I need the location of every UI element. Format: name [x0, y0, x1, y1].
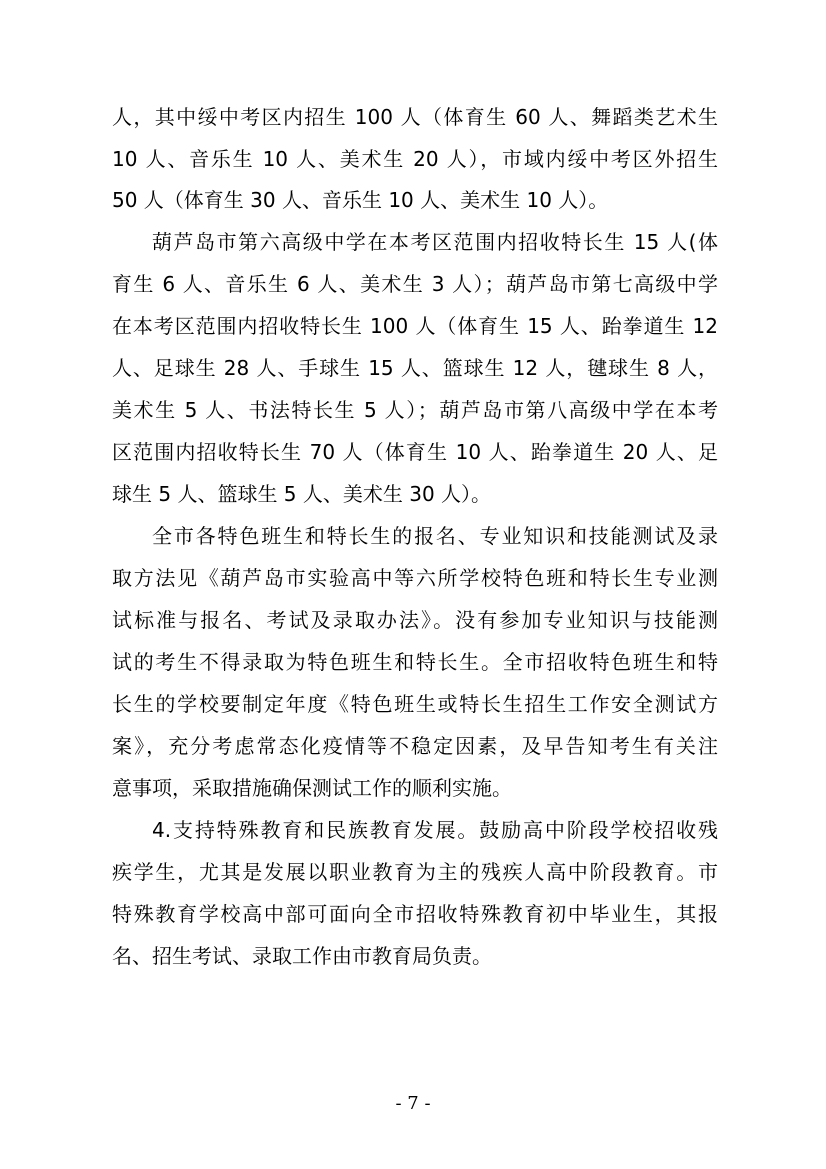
text-line: 50 人（体育生 30 人、音乐生 10 人、美术生 10 人）。 [112, 188, 609, 212]
text-line: 人，其中绥中考区内招生 100 人（体育生 60 人、舞蹈类艺术生 [112, 105, 718, 129]
text-line: 取方法见《葫芦岛市实验高中等六所学校特色班和特长生专业测 [112, 566, 718, 590]
text-line: 试标准与报名、考试及录取办法》。没有参加专业知识与技能测 [112, 608, 718, 632]
text-line: 长生的学校要制定年度《特色班生或特长生招生工作安全测试方 [112, 692, 718, 716]
text-line: 试的考生不得录取为特色班生和特长生。全市招收特色班生和特 [112, 650, 718, 674]
text-line: 人、足球生 28 人、手球生 15 人、篮球生 12 人，毽球生 8 人， [112, 356, 718, 380]
text-line: 在本考区范围内招收特长生 100 人（体育生 15 人、跆拳道生 12 [112, 314, 718, 338]
text-line: 疾学生，尤其是发展以职业教育为主的残疾人高中阶段教育。市 [112, 860, 718, 884]
paragraph-first-line: 4.支持特殊教育和民族教育发展。鼓励高中阶段学校招收残 [152, 818, 718, 842]
text-line: 育生 6 人、音乐生 6 人、美术生 3 人）；葫芦岛市第七高级中学 [112, 272, 718, 296]
paragraph-first-line: 葫芦岛市第六高级中学在本考区范围内招收特长生 15 人(体 [152, 230, 718, 254]
text-line: 10 人、音乐生 10 人、美术生 20 人），市域内绥中考区外招生 [112, 147, 718, 171]
text-line: 区范围内招收特长生 70 人（体育生 10 人、跆拳道生 20 人、足 [112, 440, 718, 464]
page-number: - 7 - [395, 1093, 431, 1114]
text-line: 球生 5 人、篮球生 5 人、美术生 30 人）。 [112, 482, 492, 506]
paragraph-first-line: 全市各特色班生和特长生的报名、专业知识和技能测试及录 [152, 524, 718, 548]
text-line: 意事项，采取措施确保测试工作的顺利实施。 [112, 776, 512, 800]
text-line: 美术生 5 人、书法特长生 5 人）；葫芦岛市第八高级中学在本考 [112, 398, 718, 422]
text-line: 案》，充分考虑常态化疫情等不稳定因素，及早告知考生有关注 [112, 734, 718, 758]
text-line: 名、招生考试、录取工作由市教育局负责。 [112, 944, 492, 968]
text-line: 特殊教育学校高中部可面向全市招收特殊教育初中毕业生，其报 [112, 902, 718, 926]
